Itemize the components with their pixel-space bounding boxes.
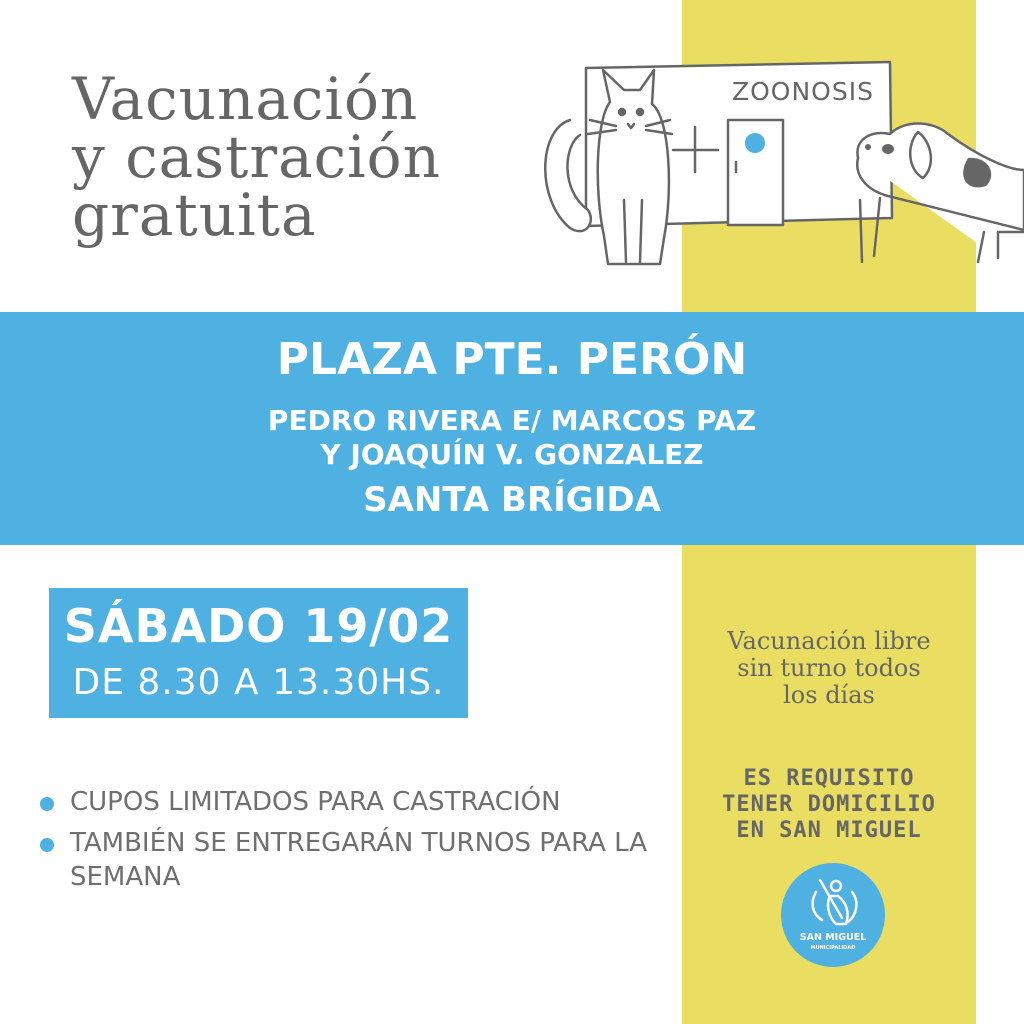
zoonosis-sign: ZOONOSIS [732, 77, 874, 106]
door-icon [728, 120, 783, 225]
event-hours: DE 8.30 A 13.30HS. [72, 662, 445, 703]
locality: SANTA BRÍGIDA [363, 480, 661, 520]
address-line-2: Y JOAQUÍN V. GONZALEZ [320, 438, 704, 471]
note-line-2: sin turno todos [737, 654, 921, 682]
location-band [0, 312, 1024, 545]
list-item [40, 785, 650, 819]
address [0, 404, 1024, 472]
note-line-3: los días [783, 681, 875, 709]
cat-icon [545, 70, 672, 264]
address-line-1: PEDRO RIVERA E/ MARCOS PAZ [267, 404, 757, 437]
list-item-text: TAMBIÉN SE ENTREGARÁN TURNOS PARA LA SEMANA [70, 828, 648, 892]
event-date: SÁBADO 19/02 [63, 599, 454, 653]
title-line-1: Vacunación [72, 65, 419, 133]
bullet-dot-icon [40, 797, 54, 811]
info-list [40, 785, 650, 901]
date-box [49, 588, 468, 718]
list-item-text: CUPOS LIMITADOS PARA CASTRACIÓN [70, 787, 561, 817]
zoonosis-illustration [528, 50, 1024, 280]
page-title [72, 65, 441, 249]
requirement-line-1: ES REQUISITO [743, 766, 915, 791]
san-miguel-logo [780, 862, 886, 968]
requirement-line-3: EN SAN MIGUEL [736, 818, 922, 843]
title-line-3: gratuita [72, 181, 317, 249]
logo-subtitle: MUNICIPALIDAD [810, 945, 856, 951]
logo-name: SAN MIGUEL [799, 932, 867, 943]
note-line-1: Vacunación libre [727, 627, 931, 655]
bullet-dot-icon [40, 838, 54, 852]
title-line-2: y castración [72, 123, 441, 191]
requirement-line-2: TENER DOMICILIO [722, 792, 936, 817]
list-item [40, 826, 650, 894]
place-name: PLAZA PTE. PERÓN [276, 334, 748, 385]
free-vaccination-note [695, 628, 963, 709]
residence-requirement [695, 766, 963, 844]
